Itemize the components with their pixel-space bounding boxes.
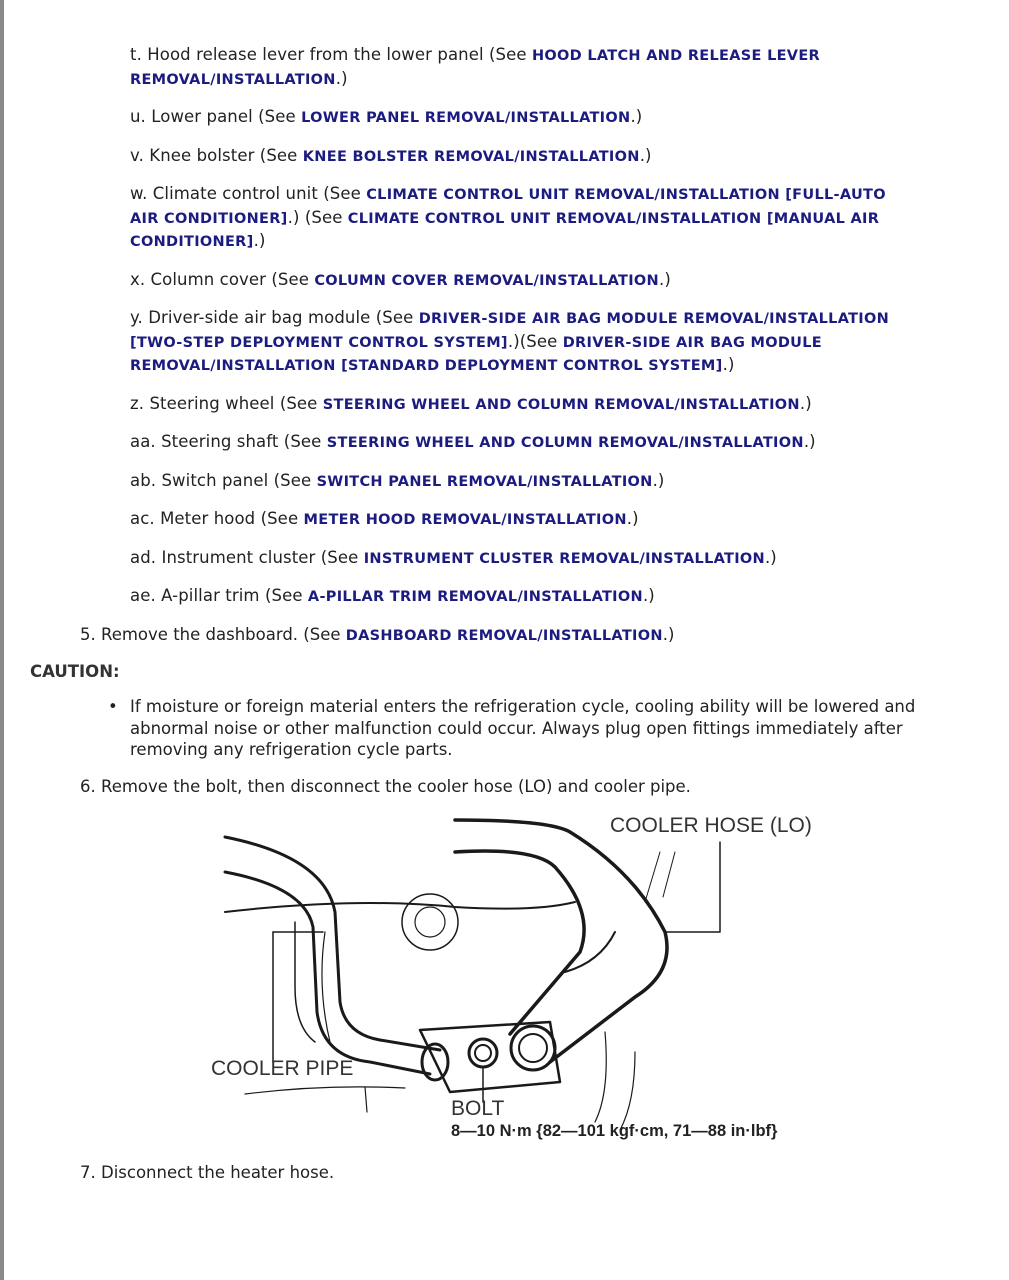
caution-bullet [108, 696, 948, 761]
sub-step-y: y. Driver-side air bag module (See DRIVER-SIDE AIR BAG MODULE REMOVAL/INSTALLATION [TWO-STEP DEPLOYMENT CONTROL SYSTEM].)(See DRIVER-SIDE AIR BAG MODULE REMOVAL/INSTALLATION [STANDARD DEPLOYMENT CONTROL SYSTEM].) [130, 308, 890, 374]
label-cooler-pipe: COOLER PIPE [211, 1057, 354, 1080]
link-a-pillar-trim[interactable]: A-PILLAR TRIM REMOVAL/INSTALLATION [307, 589, 643, 605]
step-6: 6. Remove the bolt, then disconnect the cooler hose (LO) and cooler pipe. [80, 776, 691, 796]
link-column-cover[interactable]: COLUMN COVER REMOVAL/INSTALLATION [314, 272, 659, 289]
label-cooler-hose: COOLER HOSE (LO) [610, 814, 812, 837]
caution-text: If moisture or foreign material enters the refrigeration cycle, cooling ability will be lowered and abnormal noise or other malfunction could occur. Always plug open fittings immediately after removing any refrigeration cycle parts. [130, 697, 916, 759]
link-dashboard[interactable]: DASHBOARD REMOVAL/INSTALLATION [345, 627, 663, 644]
link-airbag-standard[interactable]: DRIVER-SIDE AIR BAG MODULE REMOVAL/INSTALLATION [STANDARD DEPLOYMENT CONTROL SYSTEM] [130, 334, 823, 374]
sub-step-ae: ae. A-pillar trim (See A-PILLAR TRIM REMOVAL/INSTALLATION.) [130, 586, 655, 605]
torque-spec: 8—10 N·m {82—101 kgf·cm, 71—88 in·lbf} [451, 1122, 778, 1140]
sub-step-t: t. Hood release lever from the lower panel (See HOOD LATCH AND RELEASE LEVER REMOVAL/INSTALLATION.) [130, 45, 821, 88]
link-climate-control-full-auto[interactable]: CLIMATE CONTROL UNIT REMOVAL/INSTALLATION [FULL-AUTO AIR CONDITIONER] [130, 187, 886, 227]
sub-step-w: w. Climate control unit (See CLIMATE CONTROL UNIT REMOVAL/INSTALLATION [FULL-AUTO AIR CONDITIONER].) (See CLIMATE CONTROL UNIT REMOVAL/INSTALLATION [MANUAL AIR CONDITIONER].) [130, 184, 886, 250]
link-switch-panel[interactable]: SWITCH PANEL REMOVAL/INSTALLATION [316, 473, 653, 490]
sub-step-ad: ad. Instrument cluster (See INSTRUMENT CLUSTER REMOVAL/INSTALLATION.) [130, 547, 777, 567]
sub-step-ab: ab. Switch panel (See SWITCH PANEL REMOVAL/INSTALLATION.) [130, 470, 665, 490]
sub-step-ac: ac. Meter hood (See METER HOOD REMOVAL/INSTALLATION.) [130, 509, 639, 528]
link-airbag-two-step[interactable]: DRIVER-SIDE AIR BAG MODULE REMOVAL/INSTALLATION [TWO-STEP DEPLOYMENT CONTROL SYSTEM] [130, 311, 890, 351]
caution-heading: CAUTION: [30, 662, 120, 681]
sub-step-u: u. Lower panel (See LOWER PANEL REMOVAL/INSTALLATION.) [130, 107, 643, 126]
label-bolt: BOLT [451, 1097, 505, 1120]
link-meter-hood[interactable]: METER HOOD REMOVAL/INSTALLATION [303, 512, 627, 528]
sub-step-z: z. Steering wheel (See STEERING WHEEL AND COLUMN REMOVAL/INSTALLATION.) [130, 393, 812, 413]
sub-step-x: x. Column cover (See COLUMN COVER REMOVAL/INSTALLATION.) [130, 269, 671, 289]
sub-step-v: v. Knee bolster (See KNEE BOLSTER REMOVAL/INSTALLATION.) [130, 145, 652, 165]
cooler-hose-illustration [205, 812, 825, 1152]
document-body [0, 44, 1010, 1199]
bullet-dot-icon: • [108, 697, 118, 716]
cooler-hose-figure [205, 812, 825, 1152]
link-hood-latch[interactable]: HOOD LATCH AND RELEASE LEVER REMOVAL/INSTALLATION [130, 48, 821, 88]
link-steering-wheel[interactable]: STEERING WHEEL AND COLUMN REMOVAL/INSTALLATION [322, 396, 800, 413]
link-knee-bolster[interactable]: KNEE BOLSTER REMOVAL/INSTALLATION [302, 148, 640, 165]
step-7: 7. Disconnect the heater hose. [80, 1163, 335, 1182]
link-climate-control-manual[interactable]: CLIMATE CONTROL UNIT REMOVAL/INSTALLATION [MANUAL AIR CONDITIONER] [130, 210, 880, 250]
link-steering-shaft[interactable]: STEERING WHEEL AND COLUMN REMOVAL/INSTALLATION [326, 435, 804, 451]
sub-step-aa: aa. Steering shaft (See STEERING WHEEL AND COLUMN REMOVAL/INSTALLATION.) [130, 432, 816, 451]
step-5: 5. Remove the dashboard. (See DASHBOARD REMOVAL/INSTALLATION.) [80, 624, 675, 644]
link-lower-panel[interactable]: LOWER PANEL REMOVAL/INSTALLATION [301, 110, 631, 126]
link-instrument-cluster[interactable]: INSTRUMENT CLUSTER REMOVAL/INSTALLATION [363, 550, 765, 567]
